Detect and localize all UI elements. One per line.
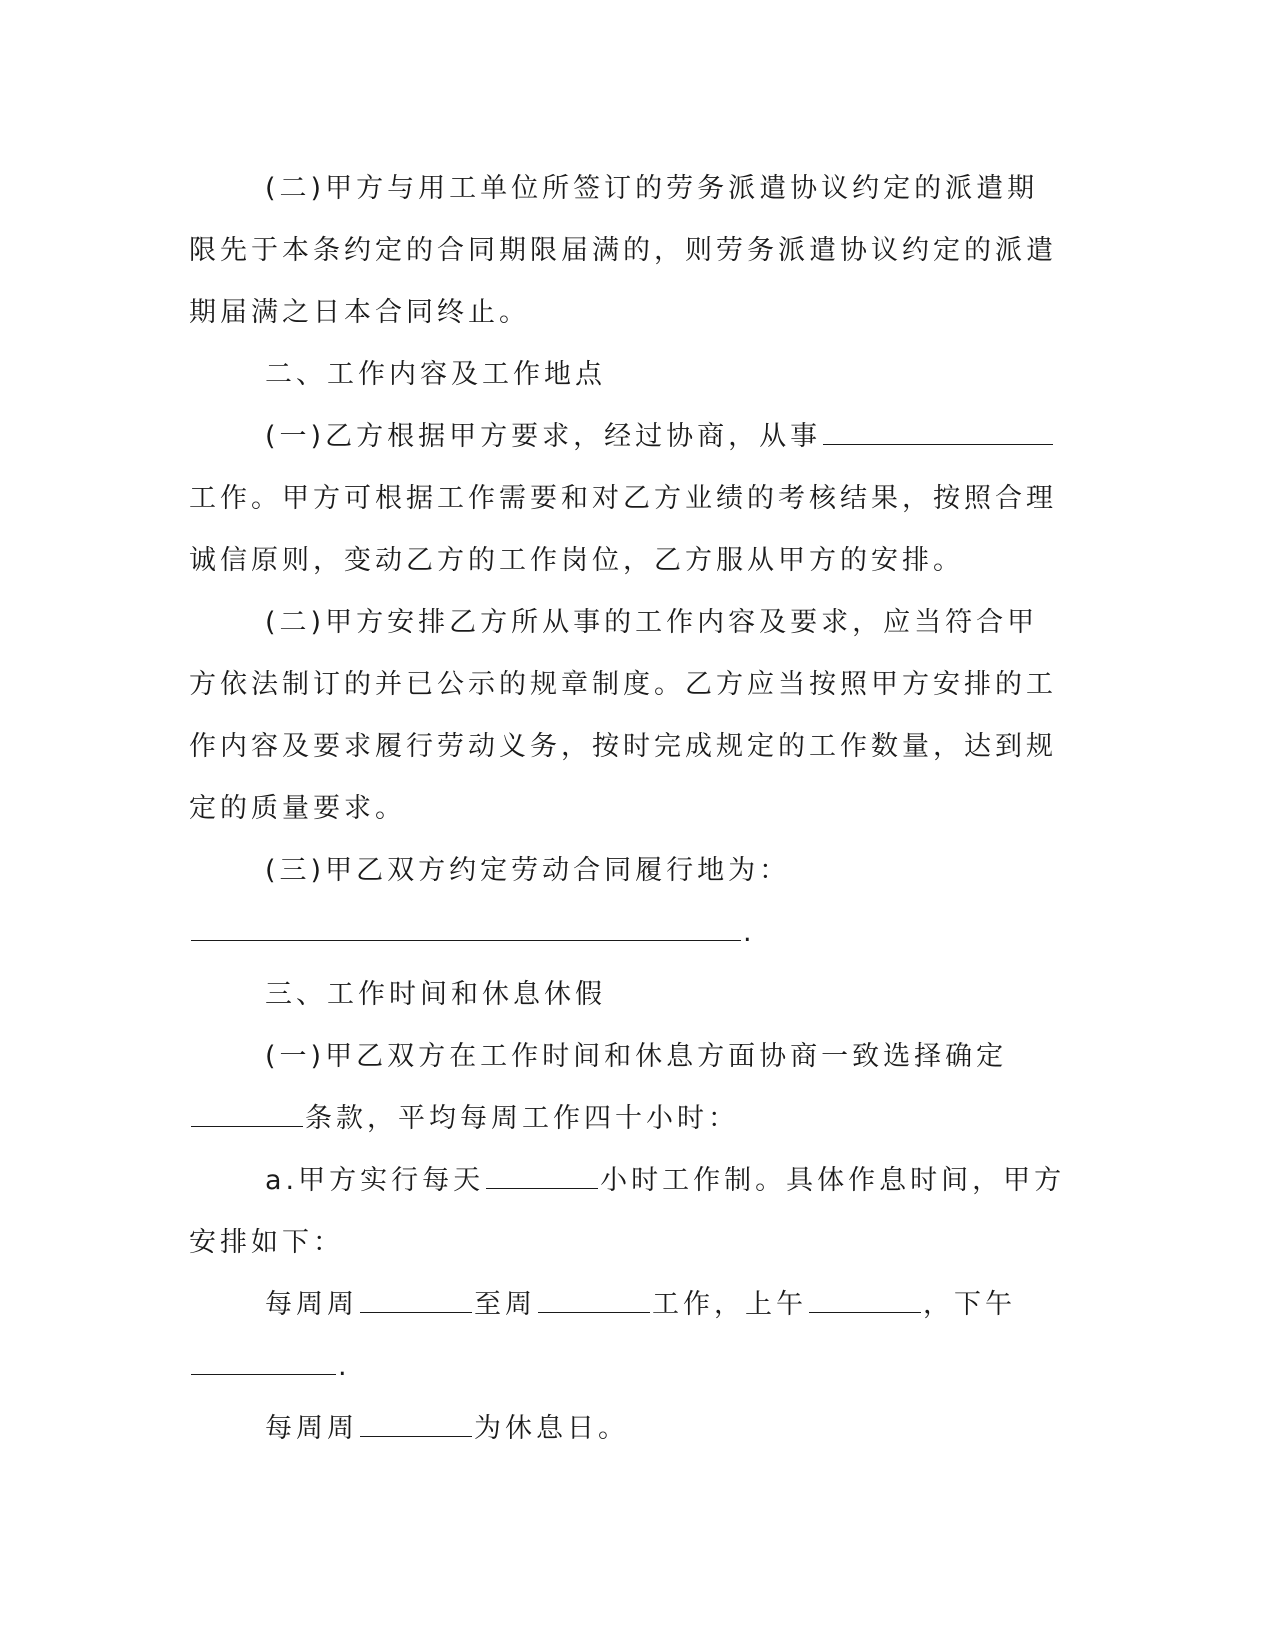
blank-location-field[interactable]: [191, 916, 741, 941]
paragraph-work-assignment: [189, 406, 1069, 592]
paragraph-text: 至周: [474, 1289, 536, 1320]
paragraph-rest-day: [189, 1398, 1069, 1460]
blank-morning-field[interactable]: [809, 1288, 921, 1313]
paragraph-weekly-schedule: [189, 1274, 1069, 1336]
paragraph-text: 工作，上午: [652, 1289, 807, 1320]
paragraph-text: (三)甲乙双方约定劳动合同履行地为：: [265, 855, 791, 886]
section-heading-work-content: [189, 344, 1069, 406]
paragraph-text: (二)甲方与用工单位所签订的劳务派遣协议约定的派遣期限先于本条约定的合同期限届满的，则劳务派遣协议约定的派遣期届满之日本合同终止。: [189, 173, 1057, 328]
paragraph-dispatch-term: [189, 158, 1069, 344]
heading-text: 二、工作内容及工作地点: [265, 359, 606, 390]
period-mark: .: [338, 1351, 351, 1382]
paragraph-text: 小时工作制。具体作息时间，甲方安排如下：: [189, 1165, 1066, 1258]
paragraph-text: a.甲方实行每天: [265, 1165, 485, 1196]
blank-rest-day-field[interactable]: [360, 1412, 472, 1437]
blank-clause-field[interactable]: [191, 1102, 303, 1127]
paragraph-hours-clause: [189, 1026, 1069, 1150]
paragraph-text: 为休息日。: [474, 1413, 629, 1444]
paragraph-daily-hours: [189, 1150, 1069, 1274]
document-body: [189, 158, 1069, 1460]
paragraph-text: 每周周: [265, 1289, 358, 1320]
paragraph-text: 工作。甲方可根据工作需要和对乙方业绩的考核结果，按照合理诚信原则，变动乙方的工作岗位，乙方服从甲方的安排。: [189, 483, 1057, 576]
paragraph-afternoon-blank: [189, 1336, 1069, 1398]
paragraph-text: 每周周: [265, 1413, 358, 1444]
blank-end-day-field[interactable]: [538, 1288, 650, 1313]
section-heading-work-hours: [189, 964, 1069, 1026]
heading-text: 三、工作时间和休息休假: [265, 979, 606, 1010]
paragraph-text: ，下午: [923, 1289, 1016, 1320]
paragraph-work-location: [189, 840, 1069, 902]
paragraph-work-requirements: [189, 592, 1069, 840]
blank-afternoon-field[interactable]: [191, 1350, 336, 1375]
blank-start-day-field[interactable]: [360, 1288, 472, 1313]
paragraph-text: (一)乙方根据甲方要求，经过协商，从事: [265, 421, 822, 452]
paragraph-text: (一)甲乙双方在工作时间和休息方面协商一致选择确定: [265, 1041, 1008, 1072]
paragraph-text: 条款，平均每周工作四十小时：: [305, 1103, 739, 1134]
paragraph-location-blank: [189, 902, 1069, 964]
period-mark: .: [743, 917, 756, 948]
blank-hours-field[interactable]: [486, 1164, 598, 1189]
paragraph-text: (二)甲方安排乙方所从事的工作内容及要求，应当符合甲方依法制订的并已公示的规章制度。乙方应当按照甲方安排的工作内容及要求履行劳动义务，按时完成规定的工作数量，达到规定的质量要求。: [189, 607, 1057, 824]
blank-job-field[interactable]: [823, 420, 1053, 445]
